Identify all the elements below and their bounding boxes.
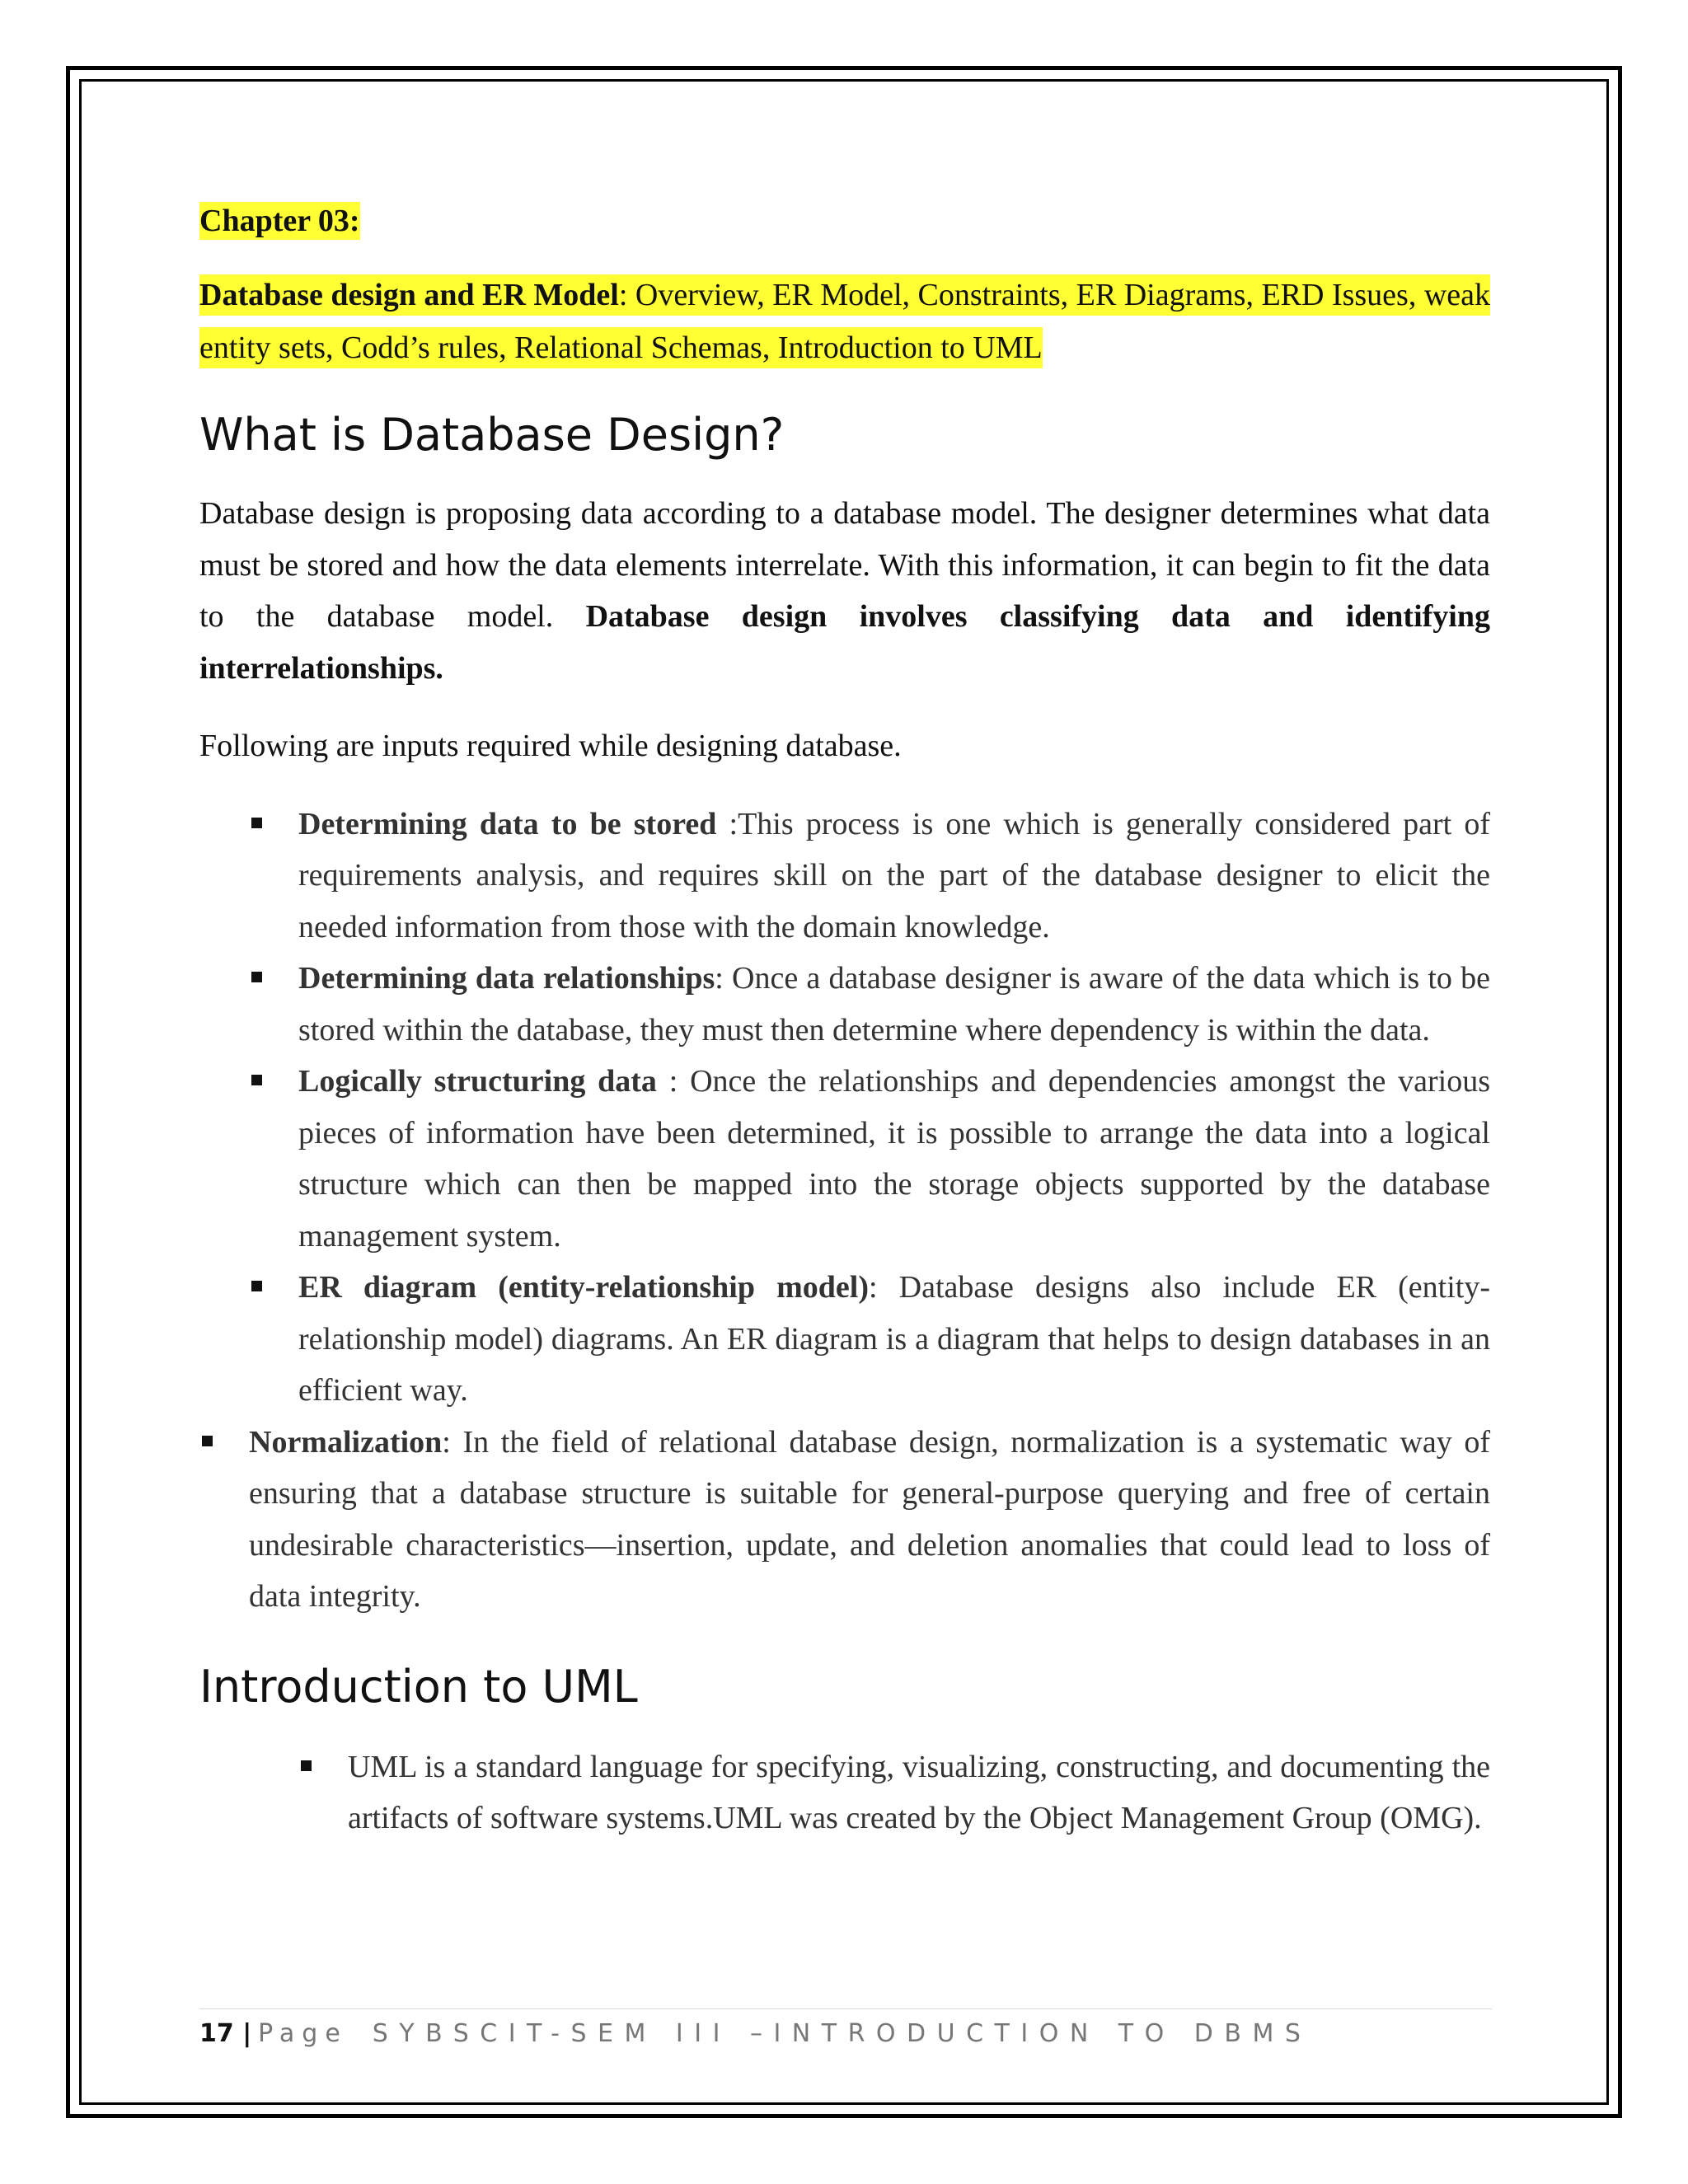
item-term: Determining data to be stored [298,806,717,841]
uml-list [199,1741,1490,1844]
intro-text: Database design is proposing data according to a database model. The designer determines what data must be stored and how the data elements interrelate. With this information, it can begin to fit the data to the database model. [199,496,1490,634]
list-item [199,1262,1490,1417]
list-item-normalization [199,1417,1490,1623]
item-text: : Once the relationships and dependencies amongst the various pieces of information have been determined, it is possible to arrange the data into a logical structure which can then be mapped into the storage objects supported by the database management system. [298,1064,1491,1254]
database-design-paragraph [199,488,1490,694]
chapter-topics-highlight [199,274,1490,368]
page-label: Page [258,2019,348,2048]
bullet-icon [301,1760,312,1771]
item-term: Normalization [249,1424,443,1460]
course-title: SYBSCIT-SEM III –INTRODUCTION TO DBMS [372,2019,1312,2048]
chapter-topics-list: : Overview, ER Model, Constraints, ER Diagrams, ERD Issues, weak entity sets, Codd’s rules, Relational Schemas, Introduction to UML [199,278,1490,365]
chapter-heading: Chapter 03: [199,204,360,238]
bullet-icon [251,972,262,982]
inputs-list [199,799,1490,1417]
section-title-uml: Introduction to UML [199,1660,638,1713]
chapter-topics-title: Database design and ER Model [199,278,619,312]
item-term: Logically structuring data [298,1064,657,1099]
chapter-topics [199,269,1490,374]
item-term: Determining data relationships [298,961,715,996]
section-title-database-design: What is Database Design? [199,409,785,461]
inputs-intro: Following are inputs required while designing database. [199,729,902,763]
item-text: UML is a standard language for specifying, visualizing, constructing, and documenting the artifacts of software systems.UML was created by the Object Management Group (OMG). [348,1749,1490,1835]
normalization-list [199,1417,1490,1623]
page-footer [199,2016,1311,2052]
list-item [199,1741,1490,1844]
item-text: : In the field of relational database design, normalization is a systematic way of ensuring that a database structure is suitable for general-purpose querying and free of certain undesirable characteristics—insertion, update, and deletion anomalies that could lead to loss of data integrity. [249,1424,1490,1614]
bullet-icon [251,818,262,828]
bullet-icon [251,1075,262,1085]
page-content [199,194,1490,1844]
footer-divider [199,2008,1492,2009]
bullet-icon [251,1281,262,1291]
item-text: : Database designs also include ER (entity-relationship model) diagrams. An ER diagram is a diagram that helps to design databases in an efficient way. [298,1270,1490,1408]
intro-bold-text: Database design involves classifying data and identifying interrelationships. [199,599,1490,686]
item-term: ER diagram (entity-relationship model) [298,1270,869,1305]
bullet-icon [202,1436,213,1446]
list-item [199,953,1490,1056]
list-item [199,799,1490,954]
list-item [199,1056,1490,1262]
item-text: :This process is one which is generally considered part of requirements analysis, and requires skill on the part of the database designer to elicit the needed information from those with the domain knowledge. [298,806,1491,944]
item-text: : Once a database designer is aware of the data which is to be stored within the database, they must then determine where dependency is within the data. [298,961,1490,1047]
page-number: 17 | [199,2019,252,2048]
